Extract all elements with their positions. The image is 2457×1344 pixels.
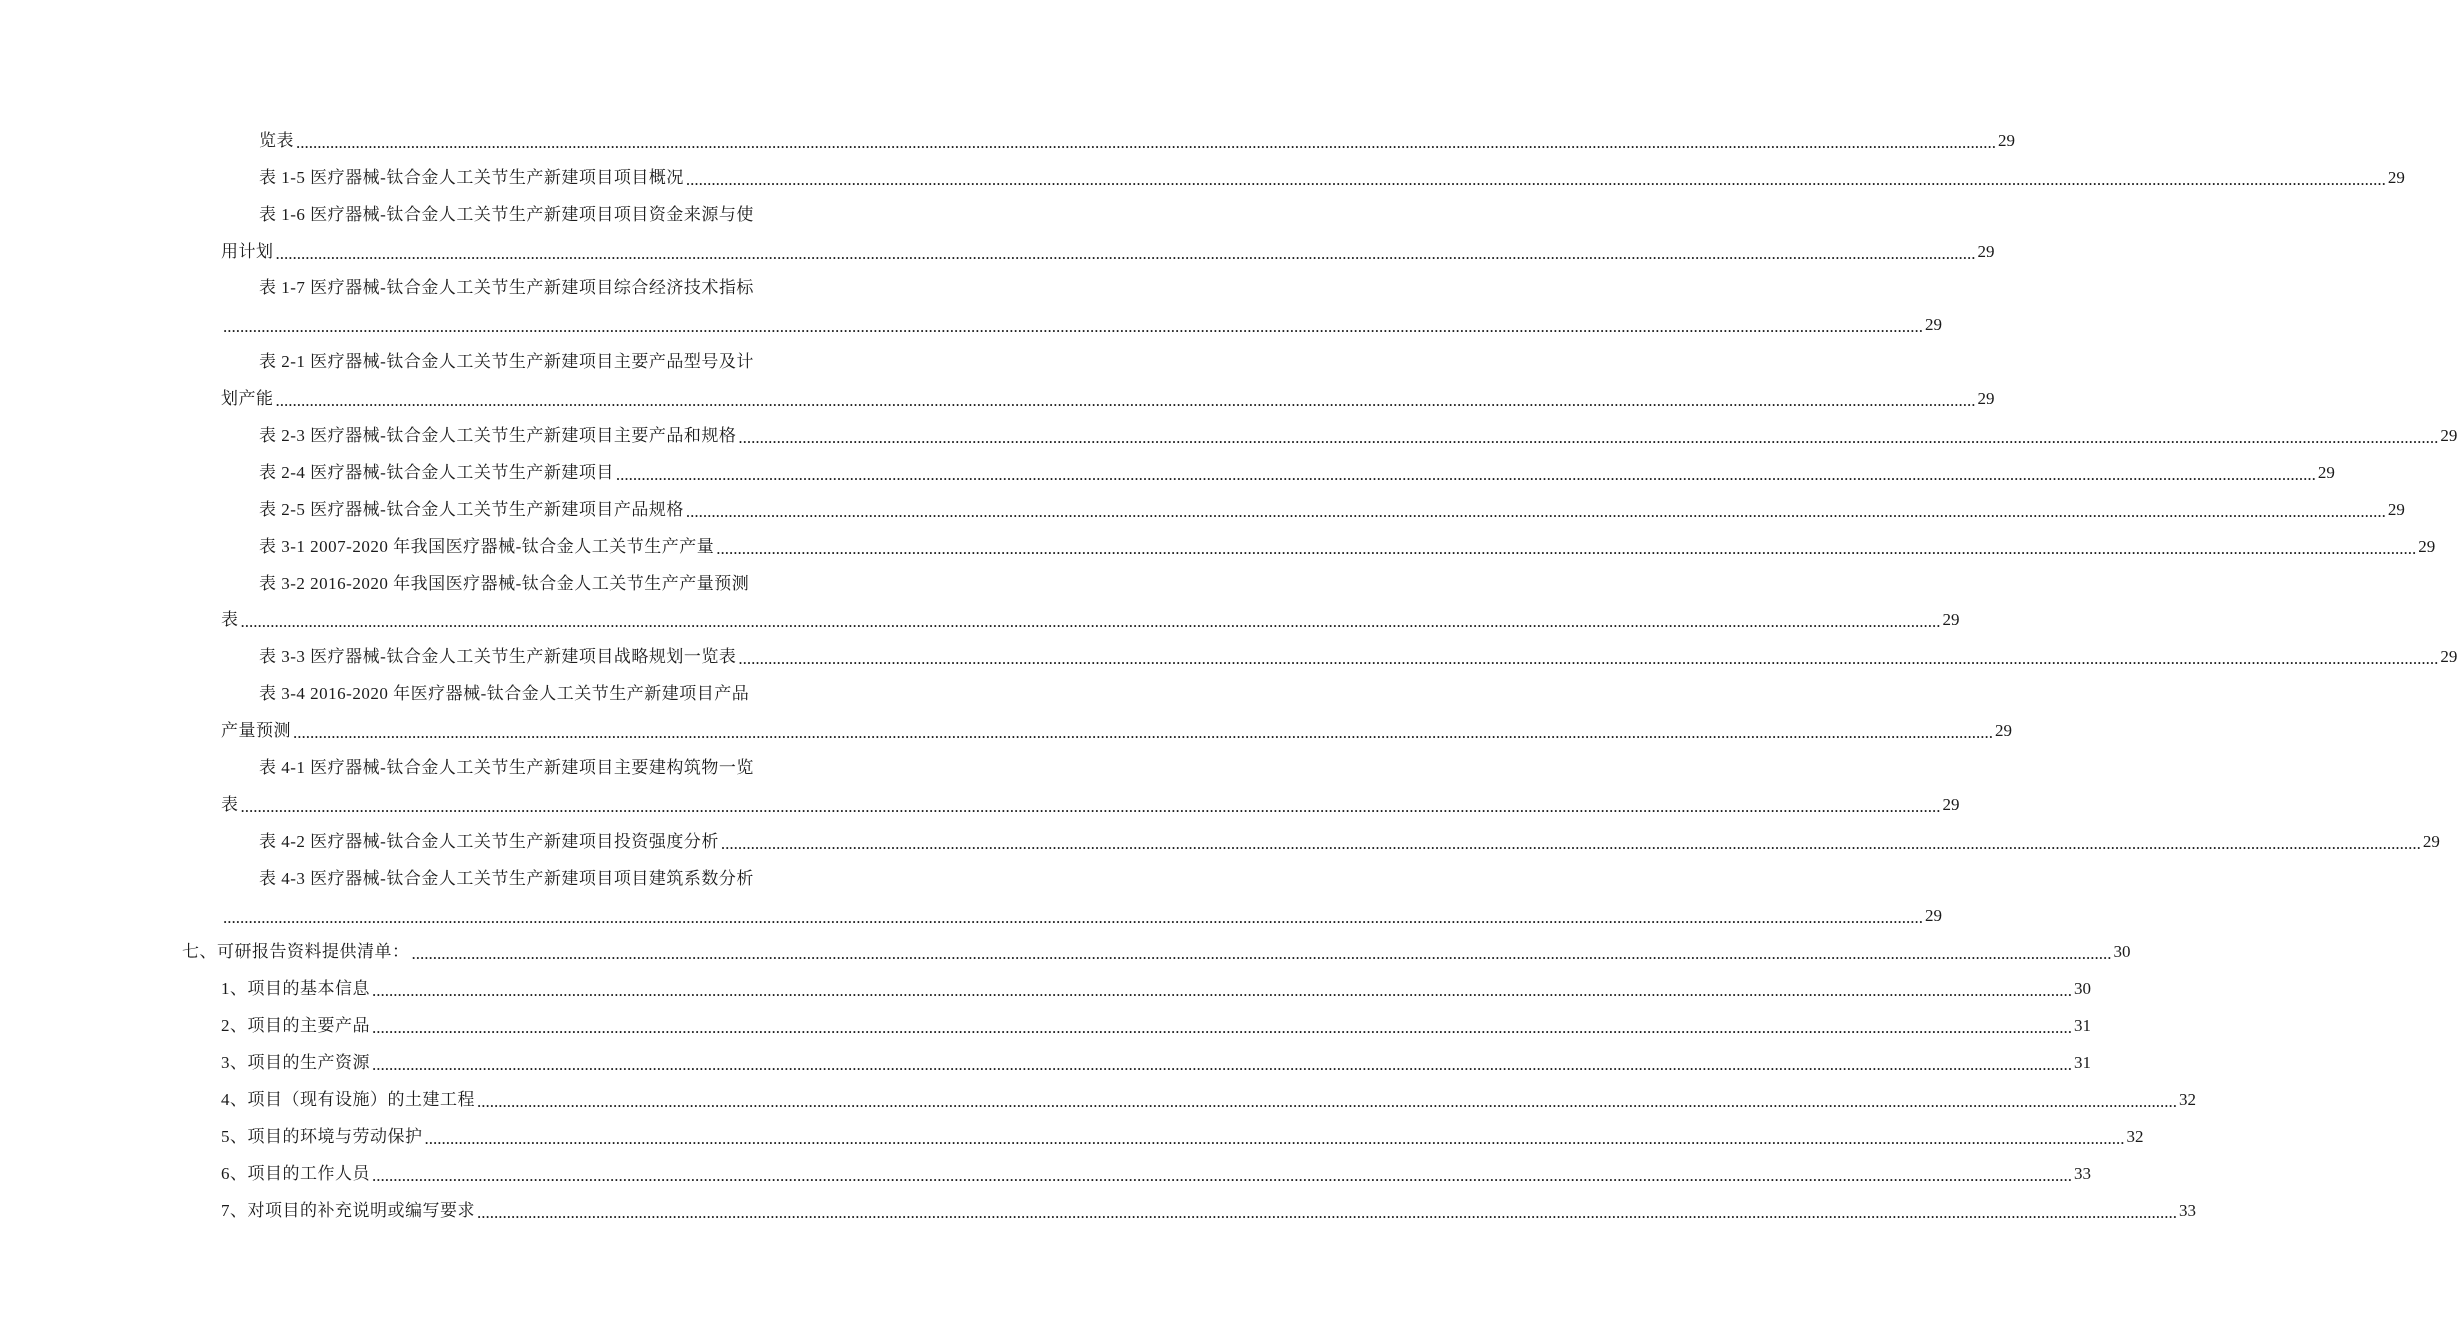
toc-entry-line	[0, 489, 2405, 526]
toc-entry[interactable]	[0, 1116, 2144, 1153]
toc-dot-leader: ................................................................................................................................................................................................................................................................................................................................................................................................................	[411, 944, 2112, 964]
toc-entry-title: 表 2-3 医疗器械-钛合金人工关节生产新建项目主要产品和规格	[259, 426, 737, 446]
toc-entry[interactable]	[0, 636, 2457, 673]
toc-page-number: 32	[2179, 1090, 2196, 1110]
toc-entry[interactable]	[0, 1005, 2091, 1042]
toc-entry[interactable]	[0, 194, 1995, 268]
toc-entry[interactable]	[0, 452, 2335, 489]
toc-entry[interactable]	[0, 821, 2440, 858]
toc-entry-line	[0, 1042, 2091, 1079]
toc-entry-line	[0, 821, 2440, 858]
toc-entry[interactable]	[0, 415, 2457, 452]
toc-page-number: 33	[2179, 1200, 2196, 1220]
toc-page-number: 29	[1977, 389, 1995, 409]
toc-entry[interactable]	[0, 673, 2012, 747]
toc-entry-title: 表 3-4 2016-2020 年医疗器械-钛合金人工关节生产新建项目产品	[259, 684, 750, 704]
toc-page-number: 29	[1925, 315, 1942, 335]
toc-dot-leader: ................................................................................................................................................................................................................................................................................................................................................................................................................	[223, 317, 1923, 337]
toc-entry-line	[0, 932, 2131, 969]
toc-entry[interactable]	[0, 858, 1942, 932]
toc-dot-leader: ................................................................................................................................................................................................................................................................................................................................................................................................................	[296, 132, 1996, 152]
toc-entry-line	[0, 194, 950, 231]
toc-dot-leader: ................................................................................................................................................................................................................................................................................................................................................................................................................	[615, 464, 2316, 484]
toc-entry-title: 表 3-3 医疗器械-钛合金人工关节生产新建项目战略规划一览表	[259, 647, 737, 667]
toc-entry-line	[0, 1116, 2144, 1153]
toc-page-number: 29	[1977, 241, 1995, 261]
toc-entry-title: 4、项目（现有设施）的土建工程	[221, 1090, 475, 1110]
toc-entry-title: 表 1-5 医疗器械-钛合金人工关节生产新建项目项目概况	[259, 167, 684, 187]
toc-entry[interactable]	[0, 341, 1995, 415]
toc-entry[interactable]	[0, 1079, 2196, 1116]
toc-entry-line	[0, 858, 950, 895]
toc-entry-continuation	[0, 784, 1960, 821]
toc-dot-leader: ................................................................................................................................................................................................................................................................................................................................................................................................................	[720, 833, 2421, 853]
toc-entry-title: 用计划	[221, 241, 274, 261]
toc-entry-line	[0, 120, 2015, 157]
toc-entry-title: 表	[221, 610, 239, 630]
toc-entry[interactable]	[0, 526, 2436, 563]
toc-page-number: 29	[1942, 610, 1960, 630]
toc-entry-title: 表 4-2 医疗器械-钛合金人工关节生产新建项目投资强度分析	[259, 831, 719, 851]
toc-dot-leader: ................................................................................................................................................................................................................................................................................................................................................................................................................	[372, 981, 2072, 1001]
toc-page-number: 29	[1995, 721, 2012, 741]
toc-page-number: 31	[2074, 1016, 2091, 1036]
toc-entry-title: 表 3-2 2016-2020 年我国医疗器械-钛合金人工关节生产产量预测	[259, 573, 750, 593]
toc-dot-leader: ................................................................................................................................................................................................................................................................................................................................................................................................................	[477, 1092, 2177, 1112]
toc-dot-leader: ................................................................................................................................................................................................................................................................................................................................................................................................................	[685, 501, 2386, 521]
toc-page-number: 29	[2440, 647, 2457, 667]
toc-dot-leader: ................................................................................................................................................................................................................................................................................................................................................................................................................	[223, 907, 1923, 927]
toc-page-number: 29	[2422, 831, 2440, 851]
toc-entry[interactable]	[0, 268, 1942, 342]
toc-entry[interactable]	[0, 1042, 2091, 1079]
toc-page-number: 29	[1998, 130, 2015, 150]
toc-entry-continuation	[0, 710, 2012, 747]
toc-dot-leader: ................................................................................................................................................................................................................................................................................................................................................................................................................	[738, 428, 2439, 448]
toc-entry-line	[0, 636, 2457, 673]
toc-entry[interactable]	[0, 932, 2131, 969]
toc-page-number: 32	[2126, 1126, 2144, 1146]
toc-entry[interactable]	[0, 968, 2091, 1005]
toc-dot-leader: ................................................................................................................................................................................................................................................................................................................................................................................................................	[738, 649, 2439, 669]
toc-page-number: 29	[2387, 167, 2405, 187]
toc-entry-title: 7、对项目的补充说明或编写要求	[221, 1200, 475, 1220]
toc-entry[interactable]	[0, 747, 1960, 821]
toc-entry[interactable]	[0, 157, 2405, 194]
toc-entry-title: 产量预测	[221, 721, 291, 741]
toc-page-number: 29	[2418, 536, 2436, 556]
toc-entry-title: 表 1-7 医疗器械-钛合金人工关节生产新建项目综合经济技术指标	[259, 278, 754, 298]
toc-entry-line	[0, 157, 2405, 194]
toc-page-number: 29	[2387, 499, 2405, 519]
toc-entry-title: 览表	[259, 130, 294, 150]
toc-entry-title: 表 4-1 医疗器械-钛合金人工关节生产新建项目主要建构筑物一览	[259, 758, 754, 778]
toc-entry-line	[0, 1079, 2196, 1116]
toc-page-number: 30	[2113, 942, 2131, 962]
toc-dot-leader: ................................................................................................................................................................................................................................................................................................................................................................................................................	[275, 243, 1976, 263]
toc-entry-line	[0, 968, 2091, 1005]
toc-entry-title: 表 1-6 医疗器械-钛合金人工关节生产新建项目项目资金来源与使	[259, 204, 754, 224]
toc-dot-leader: ................................................................................................................................................................................................................................................................................................................................................................................................................	[424, 1128, 2125, 1148]
toc-entry-line	[0, 673, 950, 710]
toc-entry-line	[0, 268, 950, 305]
toc-entry-continuation	[0, 600, 1960, 637]
toc-entry-continuation	[0, 378, 1995, 415]
toc-dot-leader: ................................................................................................................................................................................................................................................................................................................................................................................................................	[372, 1018, 2072, 1038]
toc-entry-line	[0, 341, 950, 378]
toc-dot-leader: ................................................................................................................................................................................................................................................................................................................................................................................................................	[293, 723, 1993, 743]
toc-entry-line	[0, 563, 950, 600]
toc-page-number: 31	[2074, 1053, 2091, 1073]
toc-entry-title: 表 2-5 医疗器械-钛合金人工关节生产新建项目产品规格	[259, 499, 684, 519]
toc-dot-leader: ................................................................................................................................................................................................................................................................................................................................................................................................................	[685, 169, 2386, 189]
toc-entry-continuation	[0, 304, 1942, 341]
toc-dot-leader: ................................................................................................................................................................................................................................................................................................................................................................................................................	[372, 1055, 2072, 1075]
toc-entry-title: 表 2-1 医疗器械-钛合金人工关节生产新建项目主要产品型号及计	[259, 352, 754, 372]
toc-page-number: 29	[2317, 462, 2335, 482]
toc-entry[interactable]	[0, 563, 1960, 637]
toc-entry-line	[0, 452, 2335, 489]
toc-page-number: 30	[2074, 979, 2091, 999]
toc-page-number: 29	[1942, 794, 1960, 814]
toc-entry-line	[0, 526, 2436, 563]
toc-entry-line	[0, 1005, 2091, 1042]
toc-entry-title: 表 4-3 医疗器械-钛合金人工关节生产新建项目项目建筑系数分析	[259, 868, 754, 888]
table-of-contents	[0, 120, 2457, 1227]
toc-entry[interactable]	[0, 1153, 2091, 1190]
toc-entry-title: 6、项目的工作人员	[221, 1163, 370, 1183]
toc-entry-title: 七、可研报告资料提供清单：	[182, 942, 410, 962]
toc-entry-title: 3、项目的生产资源	[221, 1053, 370, 1073]
toc-entry-continuation	[0, 895, 1942, 932]
toc-dot-leader: ................................................................................................................................................................................................................................................................................................................................................................................................................	[716, 538, 2417, 558]
toc-dot-leader: ................................................................................................................................................................................................................................................................................................................................................................................................................	[477, 1202, 2177, 1222]
toc-entry[interactable]	[0, 1190, 2196, 1227]
toc-dot-leader: ................................................................................................................................................................................................................................................................................................................................................................................................................	[240, 612, 1941, 632]
toc-entry[interactable]	[0, 120, 2015, 157]
toc-entry-title: 表 3-1 2007-2020 年我国医疗器械-钛合金人工关节生产产量	[259, 536, 715, 556]
toc-entry-title: 5、项目的环境与劳动保护	[221, 1126, 423, 1146]
toc-entry-line	[0, 747, 950, 784]
toc-dot-leader: ................................................................................................................................................................................................................................................................................................................................................................................................................	[240, 796, 1941, 816]
toc-entry-line	[0, 1190, 2196, 1227]
toc-dot-leader: ................................................................................................................................................................................................................................................................................................................................................................................................................	[275, 391, 1976, 411]
toc-page-number: 29	[2440, 426, 2457, 446]
toc-entry[interactable]	[0, 489, 2405, 526]
toc-entry-line	[0, 1153, 2091, 1190]
toc-entry-title: 表	[221, 794, 239, 814]
toc-entry-title: 2、项目的主要产品	[221, 1016, 370, 1036]
toc-entry-title: 划产能	[221, 389, 274, 409]
toc-dot-leader: ................................................................................................................................................................................................................................................................................................................................................................................................................	[372, 1165, 2072, 1185]
toc-page-number: 33	[2074, 1163, 2091, 1183]
toc-page-number: 29	[1925, 905, 1942, 925]
toc-entry-title: 1、项目的基本信息	[221, 979, 370, 999]
toc-entry-title: 表 2-4 医疗器械-钛合金人工关节生产新建项目	[259, 462, 614, 482]
toc-entry-line	[0, 415, 2457, 452]
toc-entry-continuation	[0, 231, 1995, 268]
